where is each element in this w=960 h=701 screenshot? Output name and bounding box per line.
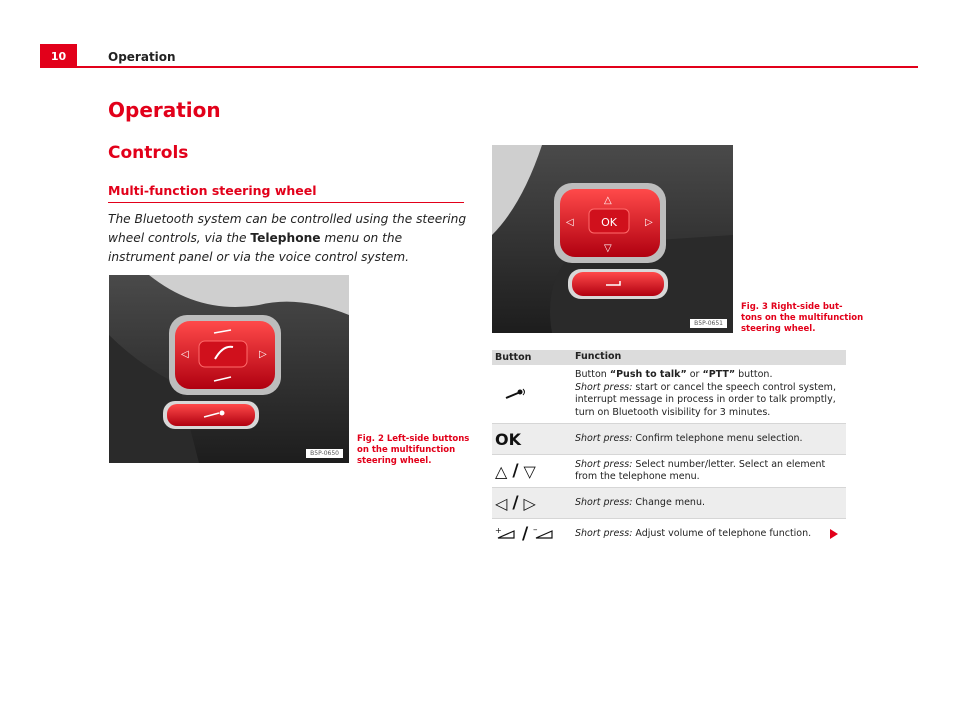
slash: /	[522, 524, 529, 544]
function-bold: “Push to talk”	[609, 369, 687, 380]
table-row	[492, 488, 846, 519]
up-down-symbols	[495, 461, 575, 481]
slash: /	[512, 461, 519, 481]
figure-right-buttons	[492, 145, 733, 333]
function-text: or	[686, 369, 703, 380]
svg-text:▷: ▷	[259, 349, 267, 360]
function-emphasis: Short press:	[575, 458, 633, 470]
push-to-talk-icon	[505, 385, 527, 404]
svg-text:◁: ◁	[566, 217, 574, 228]
button-cell	[492, 493, 575, 513]
figure-caption	[741, 302, 863, 335]
function-text: Select number/letter. Select an element from the telephone menu.	[575, 458, 826, 482]
function-cell	[575, 456, 846, 487]
svg-text:▽: ▽	[604, 243, 612, 254]
table-row	[492, 455, 846, 488]
page-number: 10	[40, 44, 77, 68]
triangle-down-icon: ▽	[523, 461, 536, 481]
button-function-table	[492, 350, 846, 549]
function-cell	[575, 366, 846, 422]
button-cell	[492, 524, 575, 544]
svg-text:–: –	[533, 525, 538, 535]
function-text: Button	[575, 369, 610, 380]
ok-symbol: OK	[495, 429, 521, 449]
chapter-title: Operation	[108, 98, 221, 122]
intro-text-1: The Bluetooth system can be controlled using the steering wheel controls, via the	[108, 212, 467, 245]
function-cell	[575, 525, 846, 544]
steering-wheel-right-illustration	[492, 145, 733, 333]
function-emphasis: Short press:	[575, 527, 633, 539]
table-row	[492, 365, 846, 424]
svg-text:▷: ▷	[645, 217, 653, 228]
table-header	[492, 350, 846, 365]
caption-line: steering wheel.	[357, 456, 432, 466]
function-cell	[575, 494, 846, 513]
continue-arrow-icon	[830, 529, 838, 539]
function-text: button.	[735, 369, 773, 380]
svg-text:△: △	[604, 195, 612, 206]
function-emphasis: Short press:	[575, 496, 633, 508]
volume-down-icon	[533, 525, 555, 544]
caption-line: steering wheel.	[741, 324, 816, 334]
ok-label: OK	[601, 216, 617, 229]
function-text: Adjust volume of telephone function.	[632, 527, 812, 539]
figure-code: B5P-0650	[306, 449, 343, 458]
left-right-symbols	[495, 493, 575, 513]
header-function: Function	[575, 351, 622, 363]
function-emphasis: Short press:	[575, 432, 633, 444]
svg-text:◁: ◁	[181, 349, 189, 360]
table-row	[492, 424, 846, 455]
function-bold: “PTT”	[702, 369, 736, 380]
svg-text:+: +	[495, 525, 502, 535]
caption-line: tons on the multifunction	[741, 313, 864, 323]
caption-line: Fig. 3 Right-side but-	[741, 302, 843, 312]
section-title: Controls	[108, 143, 189, 163]
button-cell	[492, 430, 575, 449]
triangle-right-icon: ▷	[523, 493, 536, 513]
subsection-rule	[108, 202, 464, 203]
caption-line: Fig. 2 Left-side buttons	[357, 434, 470, 444]
header-rule	[77, 66, 918, 68]
volume-up-icon	[495, 525, 517, 544]
figure-code: B5P-0651	[690, 319, 727, 328]
function-emphasis: Short press:	[575, 381, 633, 393]
figure-caption	[357, 434, 469, 467]
volume-symbols	[495, 524, 575, 544]
intro-text-2: menu on the instrument panel or via the voice control system.	[108, 231, 410, 264]
function-text: start or cancel the speech control system, interrupt message in process in order to talk promptly, turn on Bluetooth visibility for 3 minutes.	[575, 381, 836, 418]
figure-left-buttons	[109, 275, 349, 463]
button-cell	[492, 461, 575, 481]
running-header: Operation	[108, 50, 176, 64]
table-row	[492, 519, 846, 549]
triangle-up-icon: △	[495, 461, 508, 481]
subsection-title: Multi-function steering wheel	[108, 183, 317, 198]
function-text: Change menu.	[632, 496, 705, 508]
slash: /	[512, 493, 519, 513]
button-cell	[492, 385, 575, 404]
function-text: Confirm telephone menu selection.	[632, 432, 803, 444]
triangle-left-icon: ◁	[495, 493, 508, 513]
intro-telephone-term: Telephone	[250, 231, 321, 245]
function-cell	[575, 430, 846, 449]
intro-paragraph	[108, 210, 468, 267]
header-button: Button	[495, 352, 532, 363]
steering-wheel-left-illustration	[109, 275, 349, 463]
caption-line: on the multifunction	[357, 445, 456, 455]
